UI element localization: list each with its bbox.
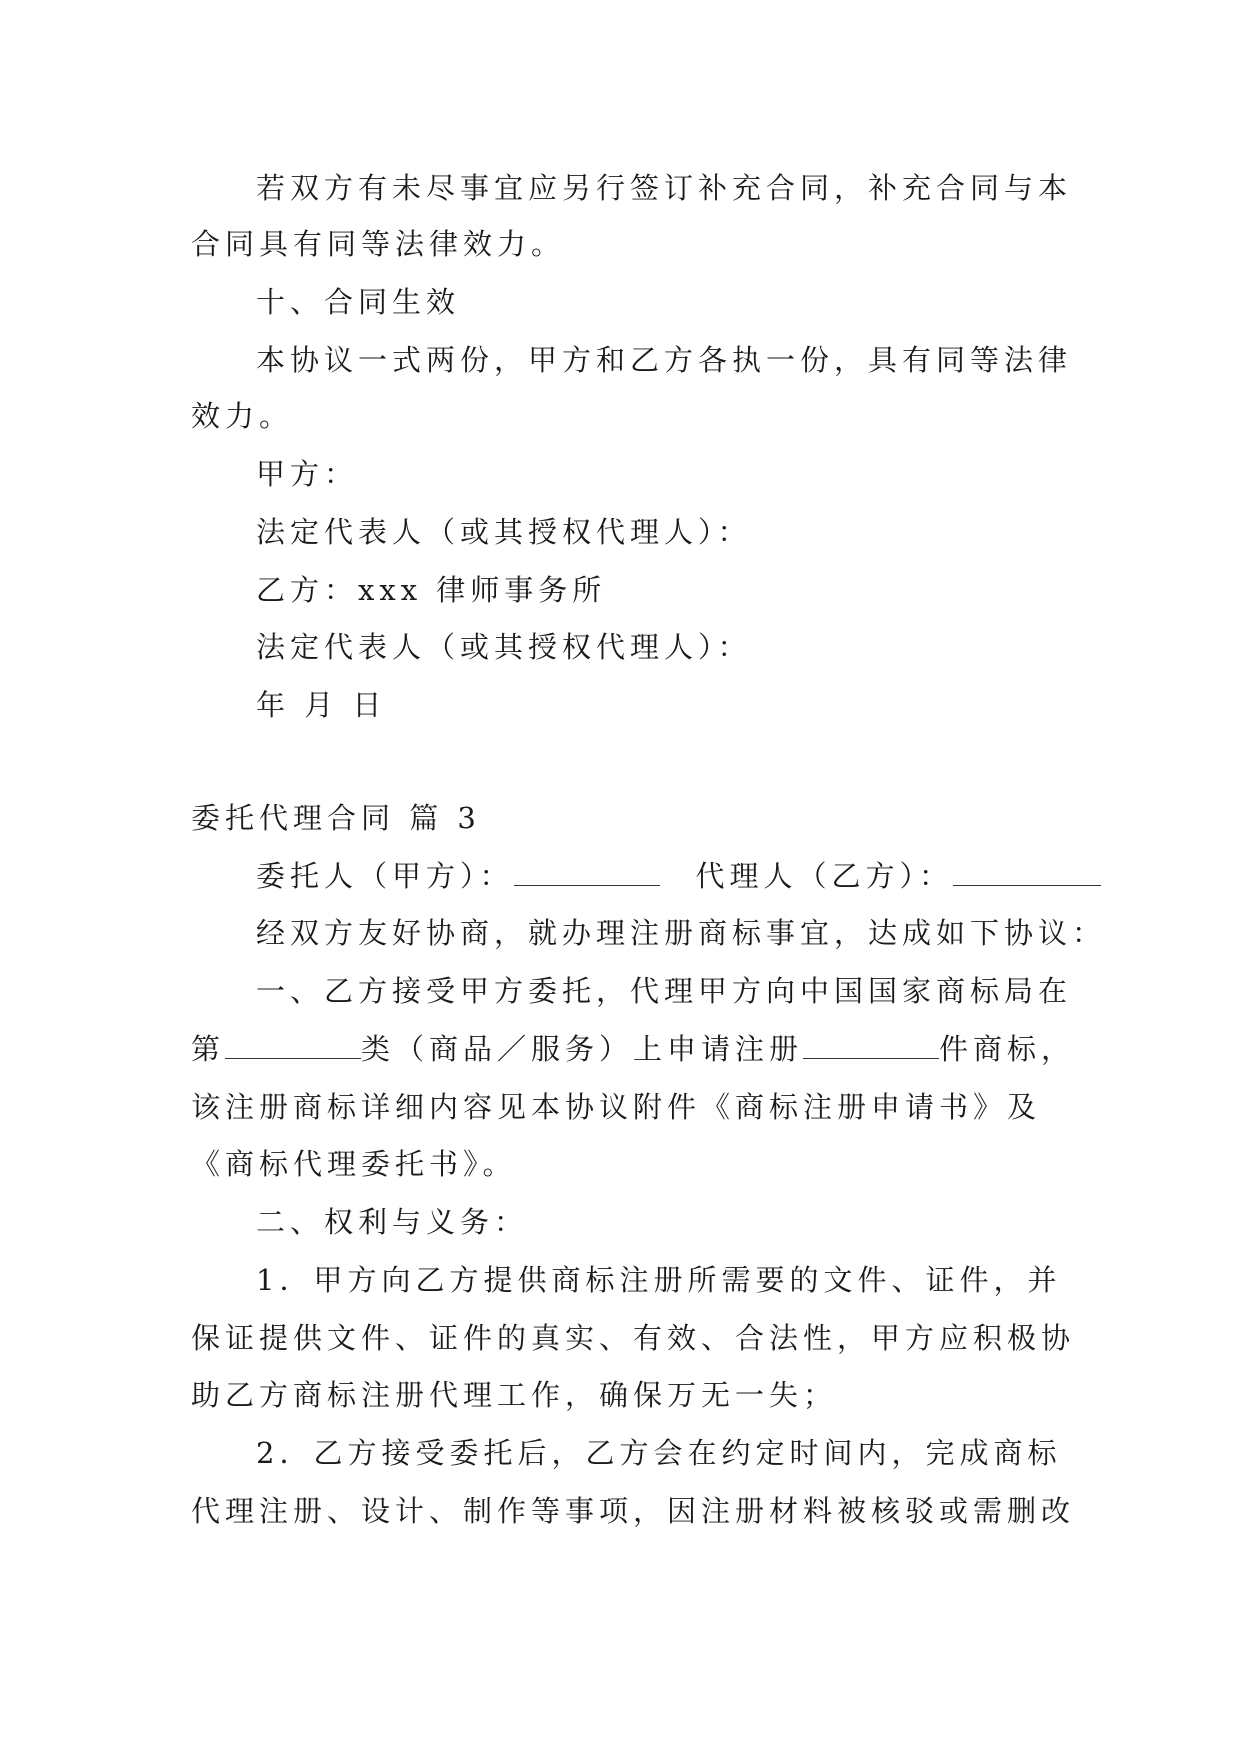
paragraph-line: 2．乙方接受委托后，乙方会在约定时间内，完成商标 — [256, 1436, 1062, 1470]
agent-label: 代理人（乙方）： — [695, 859, 954, 893]
count-blank — [803, 1032, 939, 1059]
paragraph-line: 经双方友好协商，就办理注册商标事宜，达成如下协议： — [256, 916, 1107, 950]
principal-label: 委托人（甲方）： — [256, 859, 514, 893]
section-heading: 二、权利与义务： — [256, 1205, 529, 1239]
class-prefix: 第 — [191, 1032, 226, 1066]
paragraph-line: 助乙方商标注册代理工作，确保万无一失； — [191, 1378, 838, 1412]
class-blank — [225, 1032, 361, 1059]
parties-line — [256, 856, 1101, 896]
paragraph-line: 代理注册、设计、制作等事项，因注册材料被核驳或需删改 — [191, 1494, 1076, 1528]
agent-blank — [953, 859, 1101, 886]
count-suffix: 件商标， — [939, 1032, 1076, 1066]
date-line: 年 月 日 — [256, 688, 387, 722]
paragraph-line: 保证提供文件、证件的真实、有效、合法性，甲方应积极协 — [191, 1321, 1076, 1355]
paragraph-line: 一、乙方接受甲方委托，代理甲方向中国国家商标局在 — [256, 974, 1073, 1008]
class-line — [191, 1029, 1075, 1069]
paragraph-line: 《商标代理委托书》。 — [191, 1147, 517, 1181]
paragraph-line: 1．甲方向乙方提供商标注册所需要的文件、证件，并 — [256, 1263, 1062, 1297]
party-a-label: 甲方： — [256, 457, 359, 491]
paragraph-line: 合同具有同等法律效力。 — [191, 227, 566, 261]
paragraph-line: 若双方有未尽事宜应另行签订补充合同，补充合同与本 — [256, 171, 1073, 205]
paragraph-line: 效力。 — [191, 399, 294, 433]
paragraph-line: 该注册商标详细内容见本协议附件《商标注册申请书》及 — [191, 1090, 1042, 1124]
principal-blank — [514, 859, 660, 886]
section-title: 委托代理合同 篇 3 — [191, 801, 481, 835]
party-b-representative: 法定代表人（或其授权代理人）： — [256, 630, 752, 664]
party-b-label: 乙方：xxx 律师事务所 — [256, 573, 607, 607]
party-a-representative: 法定代表人（或其授权代理人）： — [256, 515, 752, 549]
paragraph-line: 本协议一式两份，甲方和乙方各执一份，具有同等法律 — [256, 343, 1073, 377]
class-text: 类（商品／服务）上申请注册 — [361, 1032, 804, 1066]
section-heading: 十、合同生效 — [256, 285, 461, 319]
